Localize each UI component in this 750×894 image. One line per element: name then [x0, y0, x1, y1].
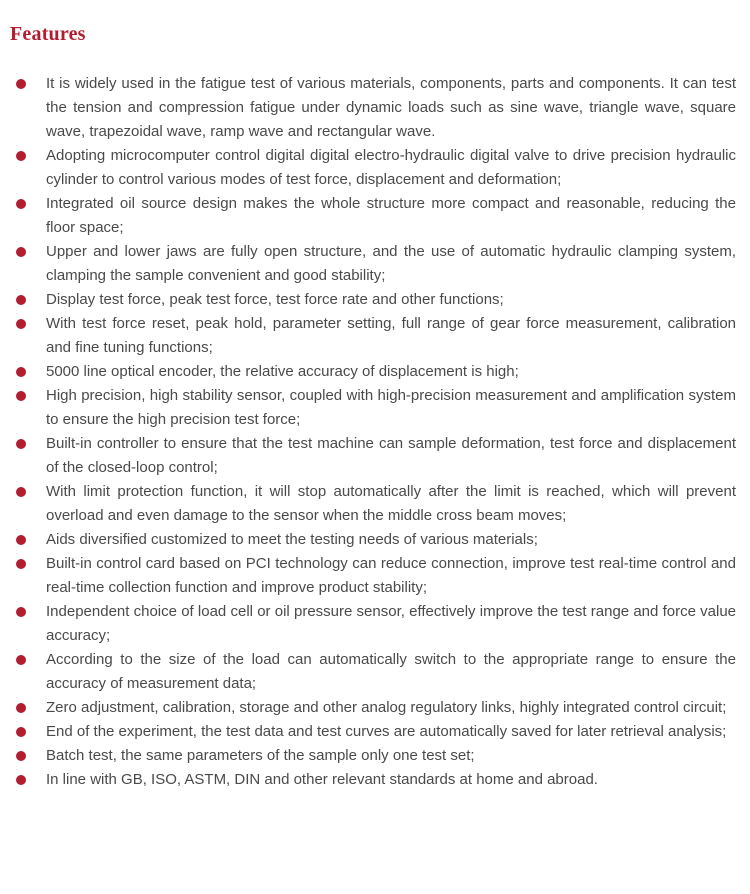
bullet-icon	[16, 391, 26, 401]
feature-item	[0, 768, 750, 792]
feature-item	[0, 312, 750, 360]
bullet-icon	[16, 487, 26, 497]
feature-text: Built-in control card based on PCI technology can reduce connection, improve test real-time control and real-time collection function and improve product stability;	[46, 555, 736, 596]
feature-item	[0, 360, 750, 384]
bullet-icon	[16, 367, 26, 377]
feature-item	[0, 384, 750, 432]
feature-text: Batch test, the same parameters of the sample only one test set;	[46, 747, 475, 764]
feature-text: High precision, high stability sensor, coupled with high-precision measurement and amplification system to ensure the high precision test force;	[46, 387, 736, 428]
feature-item	[0, 480, 750, 528]
feature-text: According to the size of the load can automatically switch to the appropriate range to ensure the accuracy of measurement data;	[46, 651, 736, 692]
feature-text: Adopting microcomputer control digital digital electro-hydraulic digital valve to drive precision hydraulic cylinder to control various modes of test force, displacement and deformation;	[46, 147, 736, 188]
feature-text: Built-in controller to ensure that the test machine can sample deformation, test force and displacement of the closed-loop control;	[46, 435, 736, 476]
feature-text: Upper and lower jaws are fully open structure, and the use of automatic hydraulic clamping system, clamping the sample convenient and good stability;	[46, 243, 736, 284]
feature-text: End of the experiment, the test data and test curves are automatically saved for later retrieval analysis;	[46, 723, 727, 740]
bullet-icon	[16, 79, 26, 89]
feature-item	[0, 720, 750, 744]
feature-item	[0, 144, 750, 192]
bullet-icon	[16, 535, 26, 545]
bullet-icon	[16, 559, 26, 569]
feature-text: Display test force, peak test force, test force rate and other functions;	[46, 291, 504, 308]
feature-text: Aids diversified customized to meet the testing needs of various materials;	[46, 531, 538, 548]
feature-text: With test force reset, peak hold, parameter setting, full range of gear force measurement, calibration and fine tuning functions;	[46, 315, 736, 356]
feature-item	[0, 432, 750, 480]
feature-item	[0, 528, 750, 552]
feature-text: In line with GB, ISO, ASTM, DIN and other relevant standards at home and abroad.	[46, 771, 598, 788]
feature-text: It is widely used in the fatigue test of various materials, components, parts and components. It can test the tension and compression fatigue under dynamic loads such as sine wave, triangle wave, square wave, trapezoidal wave, ramp wave and rectangular wave.	[46, 75, 736, 140]
feature-item	[0, 552, 750, 600]
page-title: Features	[10, 23, 86, 45]
feature-text: Integrated oil source design makes the whole structure more compact and reasonable, reducing the floor space;	[46, 195, 736, 236]
bullet-icon	[16, 247, 26, 257]
feature-text: Zero adjustment, calibration, storage and other analog regulatory links, highly integrated control circuit;	[46, 699, 727, 716]
bullet-icon	[16, 295, 26, 305]
feature-item	[0, 288, 750, 312]
bullet-icon	[16, 775, 26, 785]
bullet-icon	[16, 607, 26, 617]
bullet-icon	[16, 655, 26, 665]
bullet-icon	[16, 199, 26, 209]
bullet-icon	[16, 319, 26, 329]
bullet-icon	[16, 751, 26, 761]
feature-item	[0, 240, 750, 288]
feature-item	[0, 600, 750, 648]
feature-text: Independent choice of load cell or oil pressure sensor, effectively improve the test range and force value accuracy;	[46, 603, 736, 644]
feature-item	[0, 192, 750, 240]
feature-item	[0, 696, 750, 720]
feature-item	[0, 72, 750, 144]
bullet-icon	[16, 439, 26, 449]
feature-text: 5000 line optical encoder, the relative accuracy of displacement is high;	[46, 363, 519, 380]
features-list	[0, 72, 750, 792]
feature-item	[0, 648, 750, 696]
feature-item	[0, 744, 750, 768]
bullet-icon	[16, 151, 26, 161]
bullet-icon	[16, 727, 26, 737]
feature-text: With limit protection function, it will stop automatically after the limit is reached, which will prevent overload and even damage to the sensor when the middle cross beam moves;	[46, 483, 736, 524]
bullet-icon	[16, 703, 26, 713]
